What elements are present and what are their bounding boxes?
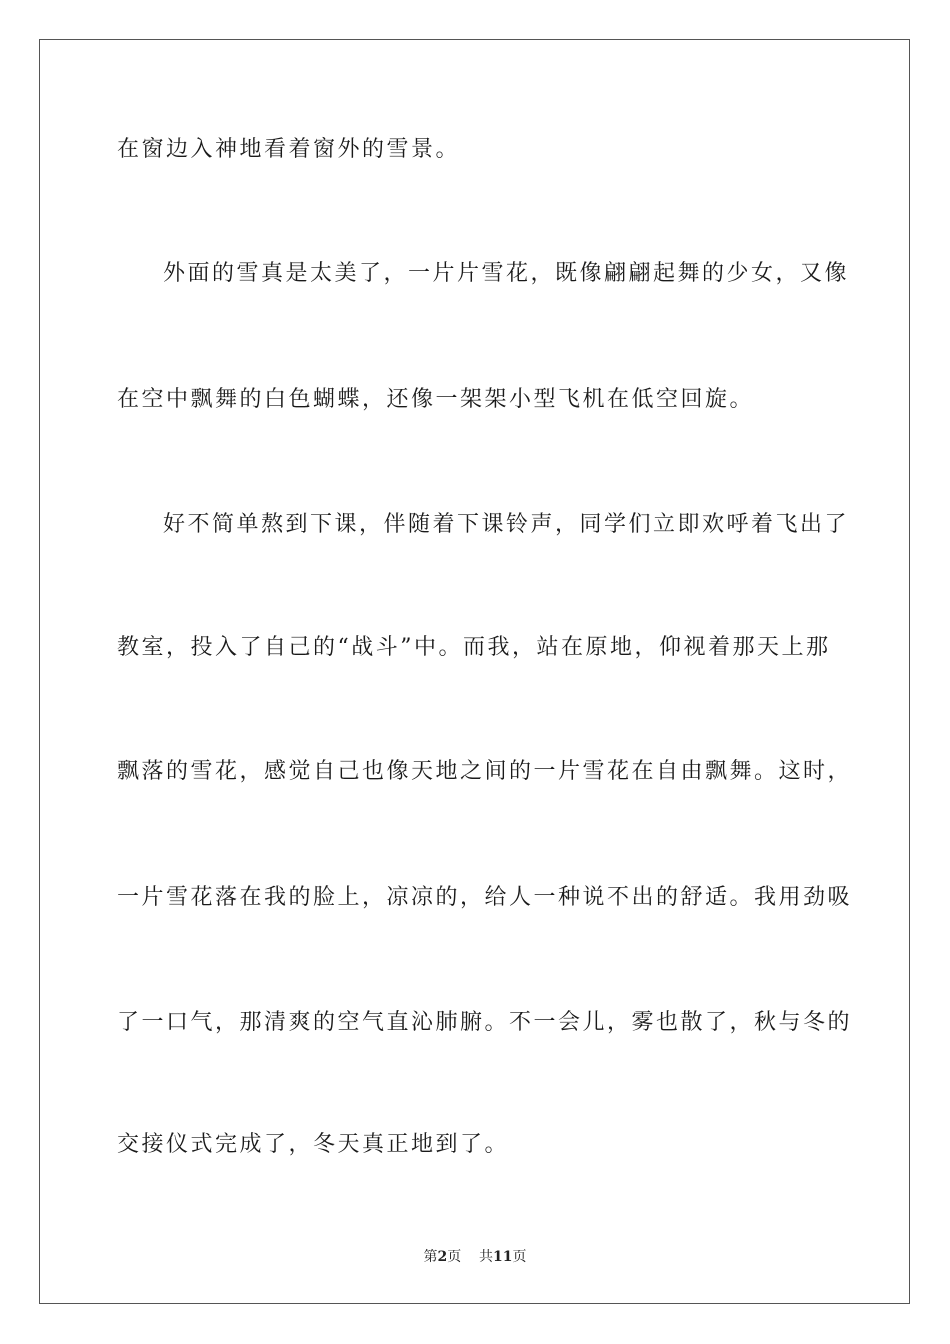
paragraph-line-8: 了一口气，那清爽的空气直沁肺腑。不一会儿，雾也散了，秋与冬的 xyxy=(117,1010,853,1035)
paragraph-line-4: 好不简单熬到下课，伴随着下课铃声，同学们立即欢呼着飞出了 xyxy=(163,512,850,537)
paragraph-line-5: 教室，投入了自己的“战斗”中。而我，站在原地，仰视着那天上那 xyxy=(117,635,831,660)
paragraph-line-3: 在空中飘舞的白色蝴蝶，还像一架架小型飞机在低空回旋。 xyxy=(117,387,755,412)
total-prefix: 共 xyxy=(479,1249,494,1265)
page-number: 2 xyxy=(437,1249,448,1265)
total-suffix: 页 xyxy=(512,1249,527,1265)
paragraph-line-7: 一片雪花落在我的脸上，凉凉的，给人一种说不出的舒适。我用劲吸 xyxy=(117,885,853,910)
page-footer xyxy=(0,1248,950,1266)
total-pages: 11 xyxy=(493,1249,513,1265)
page-prefix: 第 xyxy=(423,1249,438,1265)
paragraph-line-1: 在窗边入神地看着窗外的雪景。 xyxy=(117,137,461,162)
paragraph-line-9: 交接仪式完成了，冬天真正地到了。 xyxy=(117,1132,510,1157)
paragraph-line-2: 外面的雪真是太美了，一片片雪花，既像翩翩起舞的少女，又像 xyxy=(163,261,850,286)
page-border xyxy=(39,39,910,1304)
page-suffix: 页 xyxy=(447,1249,462,1265)
paragraph-line-6: 飘落的雪花，感觉自己也像天地之间的一片雪花在自由飘舞。这时， xyxy=(117,759,853,784)
